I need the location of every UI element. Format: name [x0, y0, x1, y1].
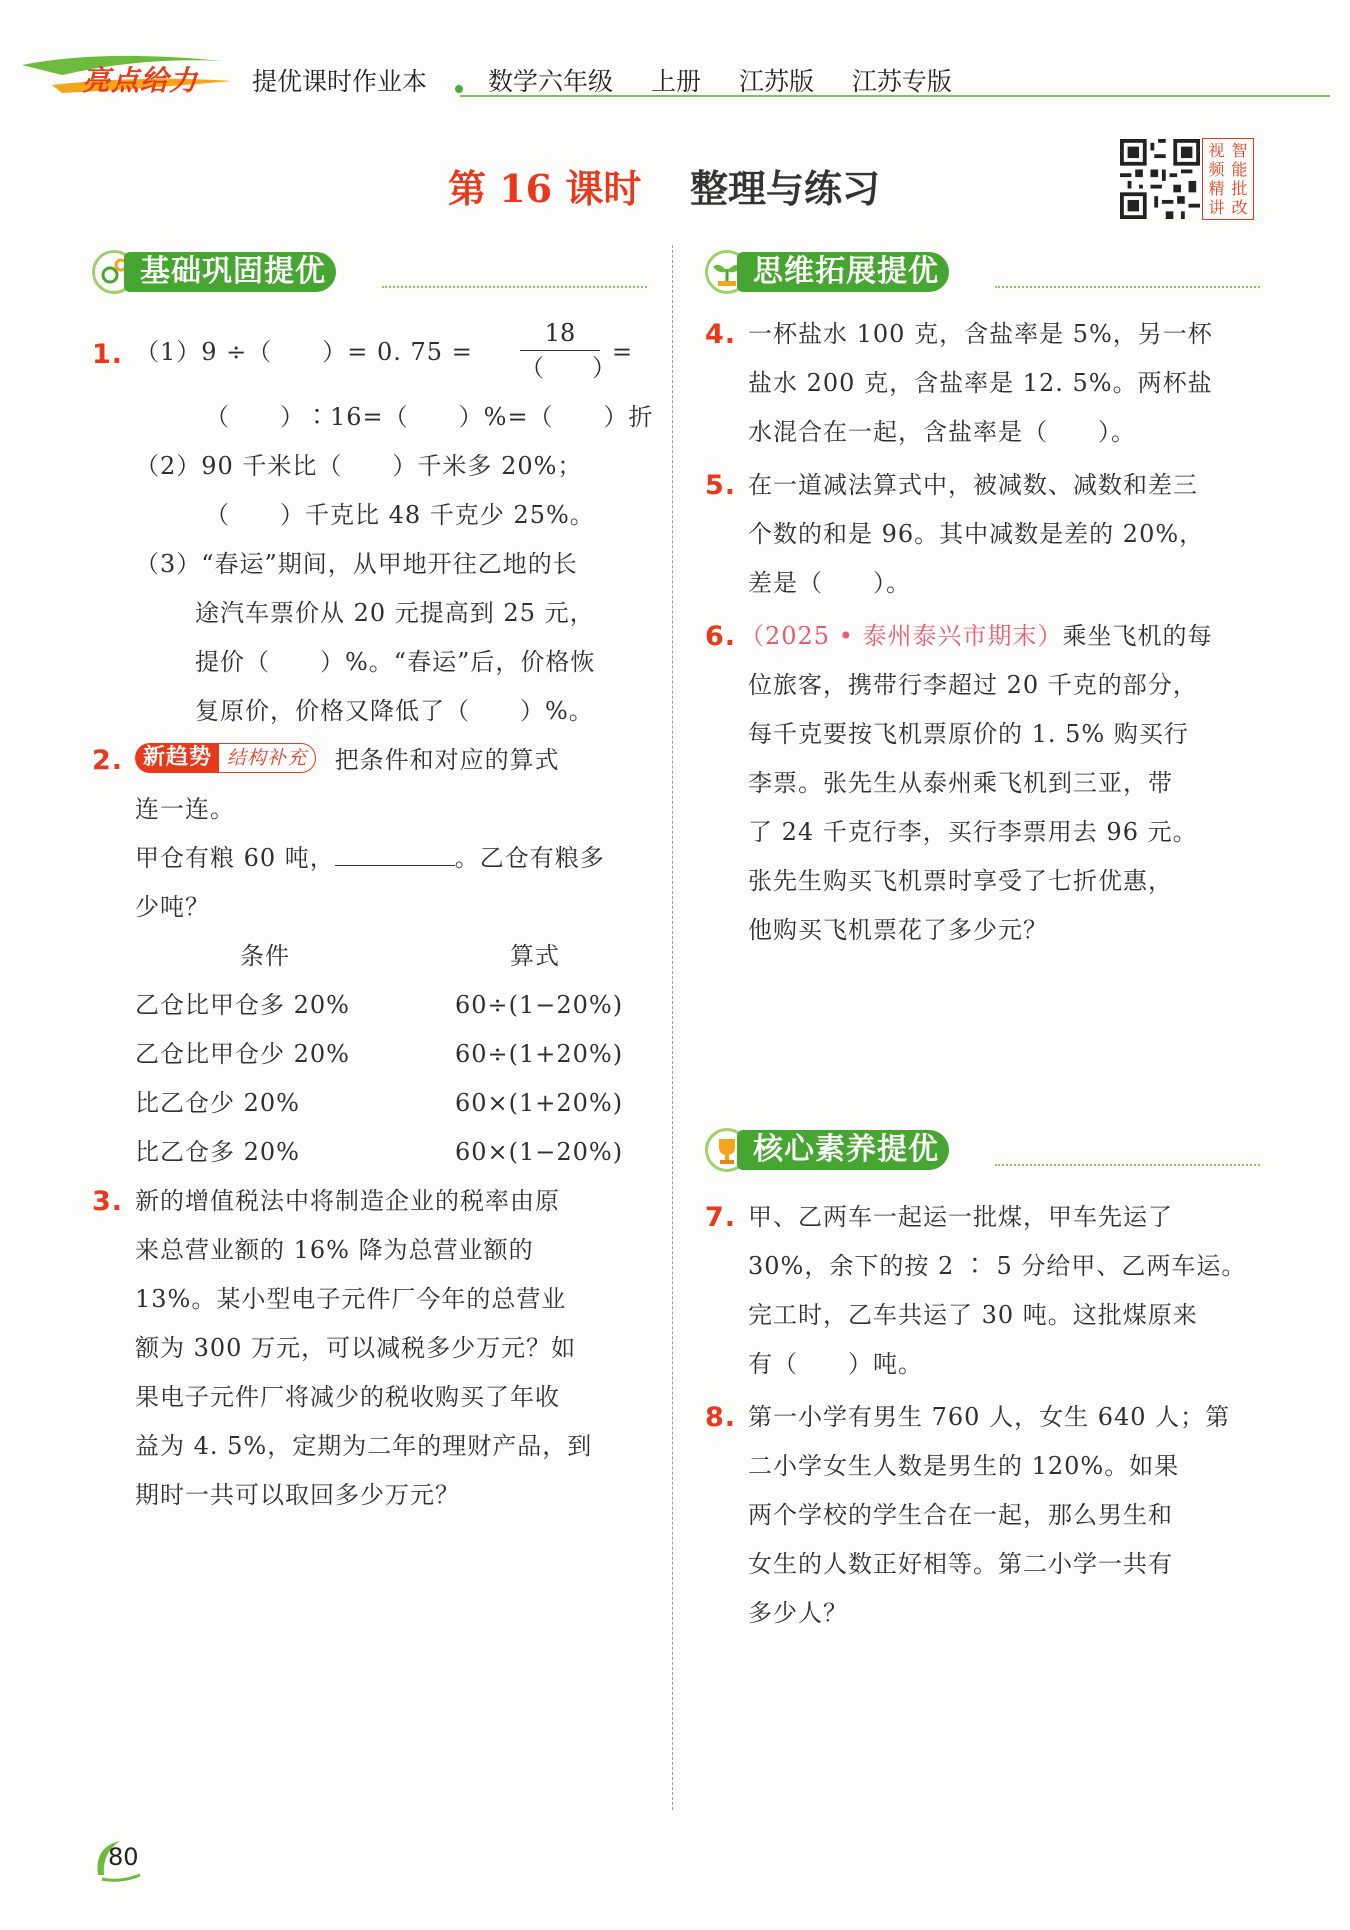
q2-condition[interactable]: 乙仓比甲仓少 20%: [135, 1040, 350, 1068]
q1-part3-line1: （3）“春运”期间，从甲地开往乙地的长: [135, 550, 578, 578]
q3-number: 3.: [92, 1186, 124, 1217]
section-dots: [995, 1164, 1260, 1166]
q1-number: 1.: [92, 339, 124, 370]
q8-text: 第一小学有男生 760 人，女生 640 人；第 二小学女生人数是男生的 120%。如果 两个学校的学生合在一起，那么男生和 女生的人数正好相等。第二小学一共有 多少人？: [748, 1403, 1231, 1627]
q1-part3-line4: 复原价，价格又降低了（ ）%。: [195, 697, 594, 725]
qr-code-icon[interactable]: [1120, 138, 1200, 220]
q2-line4: 少吨？: [135, 893, 210, 921]
book-name: 提优课时作业本: [252, 67, 428, 96]
q2-condition[interactable]: 比乙仓少 20%: [135, 1089, 300, 1117]
qr-label-char: 能: [1231, 160, 1248, 179]
q1-part2-line2: （ ）千克比 48 千克少 25%。: [205, 501, 595, 529]
q2-formula[interactable]: 60÷(1−20%): [455, 991, 624, 1019]
q2-line2: 连一连。: [135, 795, 235, 823]
q6-text: （2025 • 泰州泰兴市期末）乘坐飞机的每 位旅客，携带行李超过 20 千克的部分， 每千克要按飞机票原价的 1. 5% 购买行 李票。张先生从泰州乘飞机到三亚，带 了 24 千克行李，买行李票用去 96 元。 张先生购买飞机票时享受了七折优惠， 他购买飞机票花了多少元？: [740, 622, 1213, 944]
structure-tag: 结构补充: [218, 743, 316, 773]
section-thinking-title: 思维拓展提优: [737, 252, 949, 292]
q5-number: 5.: [705, 470, 737, 501]
header-dot: [455, 85, 463, 93]
qr-label-char: 视: [1208, 141, 1225, 160]
q2-condition[interactable]: 比乙仓多 20%: [135, 1138, 300, 1166]
q1-fraction: [520, 316, 616, 385]
q1-part1-line2: （ ）∶16=（ ）%=（ ）折: [205, 403, 654, 431]
q2-fill-blank[interactable]: [335, 843, 455, 866]
q2-line3: 甲仓有粮 60 吨， 。乙仓有粮多: [135, 844, 605, 872]
section-thinking-header: [705, 250, 1260, 294]
header-tag-grade: 数学六年级: [488, 67, 614, 96]
q2-formula[interactable]: 60÷(1+20%): [455, 1040, 624, 1068]
q2-number: 2.: [92, 745, 124, 776]
q4-number: 4.: [705, 319, 737, 350]
q5-text: 在一道减法算式中，被减数、减数和差三 个数的和是 96。其中减数是差的 20%， 差是（ ）。: [748, 471, 1205, 597]
q1-fraction-denominator: （ ）: [520, 354, 616, 382]
q2-condition[interactable]: 乙仓比甲仓多 20%: [135, 991, 350, 1019]
trend-tag: 新趋势: [135, 743, 220, 773]
qr-label-char: 改: [1231, 198, 1248, 217]
qr-label-char: 精: [1208, 179, 1225, 198]
q3-text: 新的增值税法中将制造企业的税率由原 来总营业额的 16% 降为总营业额的 13%。某小型电子元件厂今年的总营业 额为 300 万元，可以减税多少万元？如 果电子元件厂将减少的税收购买了年收 益为 4. 5%，定期为二年的理财产品，到 期时一共可以取回多少万元？: [135, 1187, 593, 1509]
q6-source: （2025 • 泰州泰兴市期末）: [740, 622, 1063, 650]
qr-label-char: 讲: [1208, 198, 1225, 217]
q7-text: 甲、乙两车一起运一批煤，甲车先运了 30%，余下的按 2 ∶ 5 分给甲、乙两车运。 完工时，乙车共运了 30 吨。这批煤原来 有（ ）吨。: [748, 1203, 1247, 1378]
lesson-title: 整理与练习: [690, 166, 881, 211]
q1-equals: =: [612, 338, 634, 366]
page-number-badge: [90, 1835, 150, 1885]
header-tags: [488, 62, 982, 98]
q6-number: 6.: [705, 621, 737, 652]
q1-part3-line2: 途汽车票价从 20 元提高到 25 元，: [195, 599, 595, 627]
q1-fraction-numerator: 18: [544, 319, 576, 347]
section-dots: [382, 286, 647, 288]
qr-label-char: 批: [1231, 179, 1248, 198]
section-basic-header: [92, 250, 647, 294]
q1-part2-line1: （2）90 千米比（ ）千米多 20%；: [135, 452, 583, 480]
q2-formula[interactable]: 60×(1+20%): [455, 1089, 624, 1117]
q7-number: 7.: [705, 1202, 737, 1233]
qr-label-char: 智: [1231, 141, 1248, 160]
brand-logo: [22, 55, 242, 95]
page-header: [0, 0, 1350, 130]
q4-text: 一杯盐水 100 克，含盐率是 5%，另一杯 盐水 200 克，含盐率是 12. 5%。两杯盐 水混合在一起，含盐率是（ ）。: [748, 320, 1213, 446]
q2-column-condition: 条件: [240, 942, 290, 970]
q2-line1: 新趋势 结构补充 把条件和对应的算式: [135, 736, 560, 785]
lesson-number: 第 16 课时: [448, 166, 642, 211]
header-tag-special: 江苏专版: [851, 67, 952, 96]
section-basic-title: 基础巩固提优: [124, 252, 336, 292]
section-dots: [995, 286, 1260, 288]
qr-label-char: 频: [1208, 160, 1225, 179]
header-tag-volume: 上册: [650, 67, 701, 96]
q2-column-formula: 算式: [510, 942, 560, 970]
q1-part1-line1: （1）9 ÷（ ）= 0. 75 =: [135, 338, 473, 366]
section-core-header: [705, 1128, 1260, 1172]
section-core-title: 核心素养提优: [737, 1130, 949, 1170]
qr-label: [1202, 138, 1254, 220]
page-number: 80: [108, 1843, 139, 1871]
q2-formula[interactable]: 60×(1−20%): [455, 1138, 624, 1166]
q8-number: 8.: [705, 1402, 737, 1433]
header-tag-edition: 江苏版: [738, 67, 814, 96]
column-divider: [672, 245, 673, 1810]
q1-part3-line3: 提价（ ）%。“春运”后，价格恢: [195, 648, 596, 676]
brand-name: 亮点给力: [82, 64, 199, 97]
